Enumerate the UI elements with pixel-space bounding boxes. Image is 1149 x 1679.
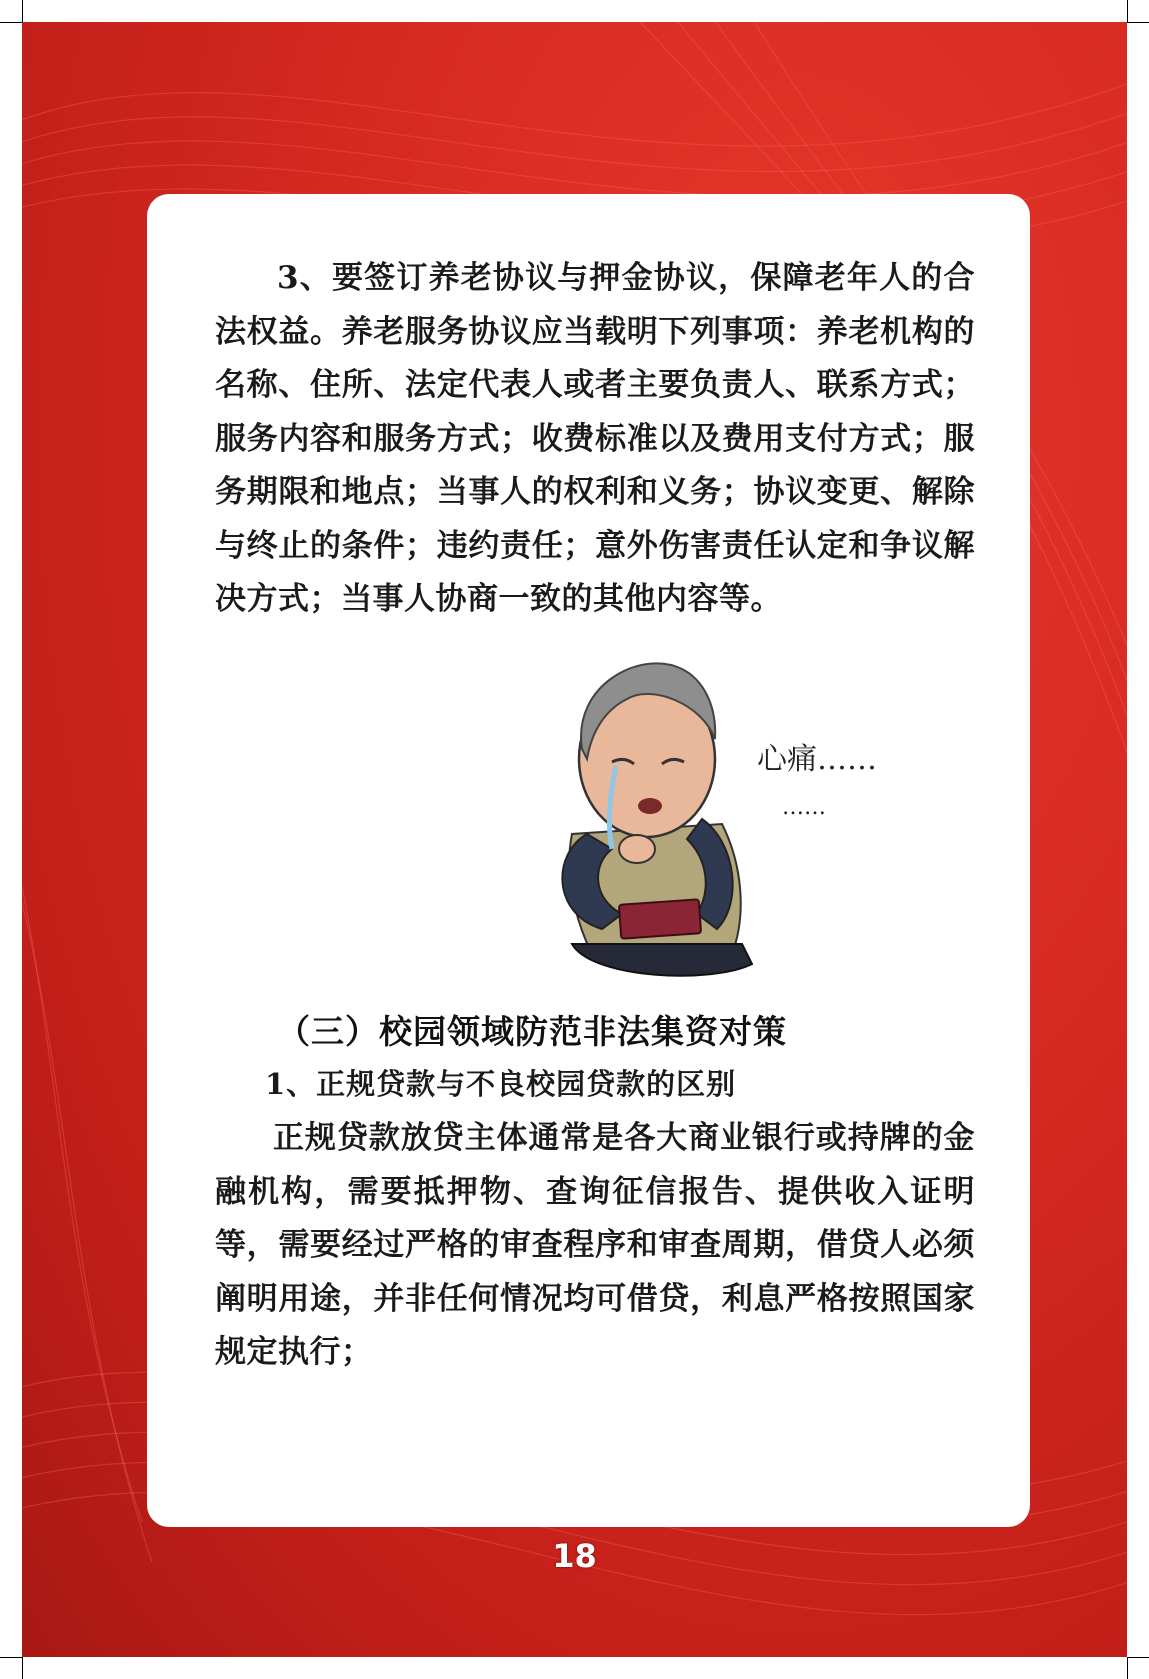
crop-mark bbox=[0, 22, 22, 23]
brochure-page bbox=[22, 22, 1127, 1657]
illustration-caption: 心痛…… bbox=[757, 742, 877, 777]
paragraph-pension-agreement: 3、要签订养老协议与押金协议，保障老年人的合法权益。养老服务协议应当载明下列事项：养老机构的名称、住所、法定代表人或者主要负责人、联系方式；服务内容和服务方式；收费标准以及费用支付方式；服务期限和地点；当事人的权利和义务；协议变更、解除与终止的条件；违约责任；意外伤害责任认定和争议解决方式；当事人协商一致的其他内容等。 bbox=[215, 260, 975, 617]
crop-mark bbox=[22, 0, 23, 22]
crop-mark bbox=[1127, 1657, 1149, 1658]
content-card bbox=[147, 194, 1030, 1527]
subheading: 1、正规贷款与不良校园贷款的区别 bbox=[265, 1067, 737, 1101]
section-heading: （三）校园领域防范非法集资对策 bbox=[277, 1012, 787, 1051]
paragraph-regular-loans: 正规贷款放贷主体通常是各大商业银行或持牌的金融机构，需要抵押物、查询征信报告、提供收入证明等，需要经过严格的审查程序和审查周期，借贷人必须阐明用途，并非任何情况均可借贷，利息严格按照国家规定执行； bbox=[215, 1120, 975, 1370]
illustration-dots: …… bbox=[782, 795, 826, 820]
crop-mark bbox=[1127, 1657, 1128, 1679]
page-number: 18 bbox=[552, 1537, 597, 1575]
crying-elderly-man-illustration bbox=[532, 644, 882, 989]
crop-mark bbox=[22, 1657, 23, 1679]
crop-mark bbox=[1127, 0, 1128, 22]
crop-mark bbox=[0, 1657, 22, 1658]
crop-mark bbox=[1127, 22, 1149, 23]
